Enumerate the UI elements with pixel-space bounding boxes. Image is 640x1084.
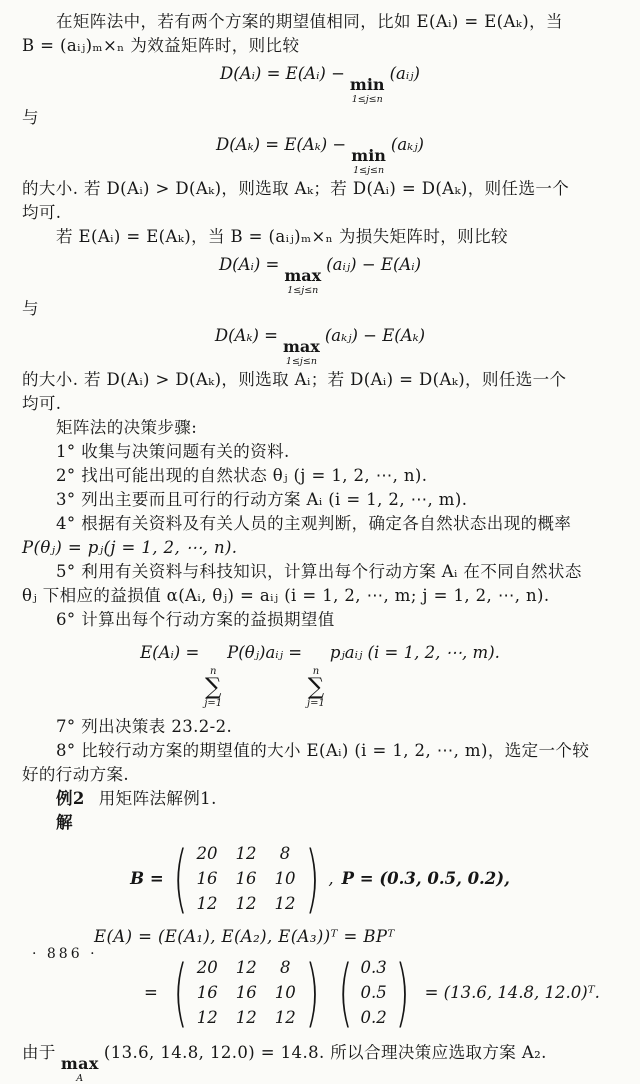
equation-matrix-b-and-p: [22, 835, 618, 922]
step-4-line1: 4° 根据有关资料及有关人员的主观判断，确定各自然状态出现的概率: [56, 514, 572, 533]
para3-line1: 若 E(Aᵢ) = E(Aₖ)，当 B = (aᵢⱼ)ₘ×ₙ 为损失矩阵时，则比较: [56, 227, 508, 246]
formula-lhs: D(Aᵢ) = E(Aᵢ) −: [220, 64, 345, 83]
expectation-vector-equation: E(A) = (E(A₁), E(A₂), E(A₃))ᵀ = BPᵀ: [94, 926, 395, 946]
vector-cell: 0.5: [360, 982, 387, 1002]
sigma-operator-with-limits: n ∑ j=1: [204, 666, 223, 709]
solution-label: 解: [56, 812, 73, 832]
equation-matrix-product: [144, 949, 618, 1036]
matrix-cell: 12: [196, 1007, 218, 1027]
left-paren: (: [337, 949, 353, 1036]
example-2-heading: [22, 787, 618, 811]
matrix-cell: 12: [235, 957, 257, 977]
b-equals: B =: [130, 869, 164, 889]
matrix-cell: 16: [235, 868, 257, 888]
matrix-cell: 20: [196, 957, 218, 977]
matrix-cell: 12: [274, 1007, 296, 1027]
matrix-cell: 12: [235, 843, 257, 863]
step-2: 2° 找出可能出现的自然状态 θⱼ (j = 1, 2, ⋯, n).: [56, 466, 428, 485]
vector-cell: 0.3: [360, 957, 387, 977]
para2-line1: 的大小. 若 D(Aᵢ) > D(Aₖ)，则选取 Aₖ；若 D(Aᵢ) = D(Aₖ)，则任选一个: [22, 179, 570, 198]
formula-mid: P(θⱼ)aᵢⱼ =: [227, 643, 303, 662]
step-4-line2: P(θⱼ) = pⱼ(j = 1, 2, ⋯, n).: [22, 538, 238, 557]
right-paren: ): [304, 949, 320, 1036]
matrix-cell: 16: [196, 982, 218, 1002]
example-title: 用矩阵法解例1.: [98, 788, 217, 808]
matrix-cell: 10: [274, 868, 296, 888]
formula-rhs: (aᵢⱼ) − E(Aᵢ): [326, 255, 422, 274]
para1-line1: 在矩阵法中，若有两个方案的期望值相同，比如 E(Aᵢ) = E(Aₖ)，当: [56, 12, 563, 31]
max-operator-with-subscript: max A: [60, 1053, 99, 1084]
formula-d-loss-k: [22, 323, 618, 367]
matrix-cell: 20: [196, 843, 218, 863]
formula-d-benefit-i: [22, 61, 618, 105]
formula-tail: pⱼaᵢⱼ (i = 1, 2, ⋯, m).: [329, 643, 500, 662]
matrix-b: [166, 949, 327, 1036]
para1-line2: B = (aᵢⱼ)ₘ×ₙ 为效益矩阵时，则比较: [22, 36, 300, 55]
formula-lhs: D(Aₖ) =: [214, 325, 278, 345]
sigma-operator-with-limits: n ∑ j=1: [307, 666, 325, 709]
p-vector-equation: P = (0.3, 0.5, 0.2),: [341, 869, 510, 889]
para4-line2: 均可.: [22, 394, 62, 413]
conjunction-yu-1: 与: [22, 107, 39, 127]
formula-d-benefit-k: [22, 132, 618, 176]
equals-sign: =: [144, 983, 158, 1003]
matrix-cell: 16: [196, 868, 218, 888]
step-7: 7° 列出决策表 23.2-2.: [56, 716, 233, 736]
conclusion-rest: (13.6, 14.8, 12.0) = 14.8. 所以合理决策应选取方案 A₂.: [103, 1042, 547, 1062]
max-operator-with-limits: max 1≤j≤n: [283, 336, 320, 367]
step-6: 6° 计算出每个行动方案的益损期望值: [56, 610, 335, 629]
formula-d-loss-i: [22, 252, 618, 296]
matrix-b: [166, 835, 327, 922]
formula-expectation: [22, 640, 618, 709]
formula-lhs: D(Aᵢ) =: [218, 255, 280, 274]
max-operator-with-limits: max 1≤j≤n: [284, 266, 322, 296]
matrix-cell: 10: [274, 982, 296, 1002]
steps-heading: 矩阵法的决策步骤:: [56, 418, 198, 437]
formula-rhs: (aᵢⱼ): [389, 64, 420, 83]
formula-rhs: (aₖⱼ) − E(Aₖ): [324, 325, 426, 345]
matrix-cell: 12: [274, 893, 296, 913]
matrix-cell: 12: [196, 893, 218, 913]
left-paren: (: [173, 949, 188, 1036]
conclusion-prefix: 由于: [22, 1042, 56, 1062]
matrix-cell: 12: [235, 1007, 257, 1027]
min-operator-with-limits: min 1≤j≤n: [349, 75, 385, 105]
matrix-cell: 8: [279, 957, 291, 977]
step-3: 3° 列出主要而且可行的行动方案 Aᵢ (i = 1, 2, ⋯, m).: [56, 490, 468, 509]
left-paren: (: [172, 835, 188, 922]
matrix-cell: 8: [279, 843, 291, 863]
step-5-line1: 5° 利用有关资料与科技知识，计算出每个行动方案 Aᵢ 在不同自然状态: [56, 562, 582, 581]
para4-line1: 的大小. 若 D(Aᵢ) > D(Aₖ)，则选取 Aᵢ；若 D(Aᵢ) = D(Aₖ)，则任选一个: [22, 370, 567, 389]
step-1: 1° 收集与决策问题有关的资料.: [56, 442, 290, 461]
vector-cell: 0.2: [360, 1007, 387, 1027]
comma: ,: [328, 869, 334, 889]
matrix-cell: 16: [235, 982, 257, 1002]
right-paren: ): [304, 835, 320, 922]
formula-lhs: E(Aᵢ) =: [140, 643, 200, 662]
matrix-cell: 12: [235, 893, 257, 913]
right-paren: ): [394, 949, 410, 1036]
step-5-line2: θⱼ 下相应的益损值 α(Aᵢ, θⱼ) = aᵢⱼ (i = 1, 2, ⋯, m; j = 1, 2, ⋯, n).: [22, 586, 550, 605]
conclusion-line: [22, 1041, 618, 1084]
conjunction-yu-2: 与: [22, 298, 39, 318]
page-number: · 886 ·: [32, 946, 98, 962]
example-label: 例2: [56, 788, 85, 808]
result-vector: = (13.6, 14.8, 12.0)ᵀ.: [424, 983, 600, 1003]
min-operator-with-limits: min 1≤j≤n: [351, 145, 386, 176]
formula-rhs: (aₖⱼ): [390, 134, 424, 154]
formula-lhs: D(Aₖ) = E(Aₖ) −: [215, 134, 347, 154]
step-8-line2: 好的行动方案.: [22, 764, 130, 784]
para2-line2: 均可.: [22, 203, 62, 222]
step-8-line1: 8° 比较行动方案的期望值的大小 E(Aᵢ) (i = 1, 2, ⋯, m)，选定一个较: [56, 740, 590, 760]
vector-p-column: [331, 949, 417, 1036]
